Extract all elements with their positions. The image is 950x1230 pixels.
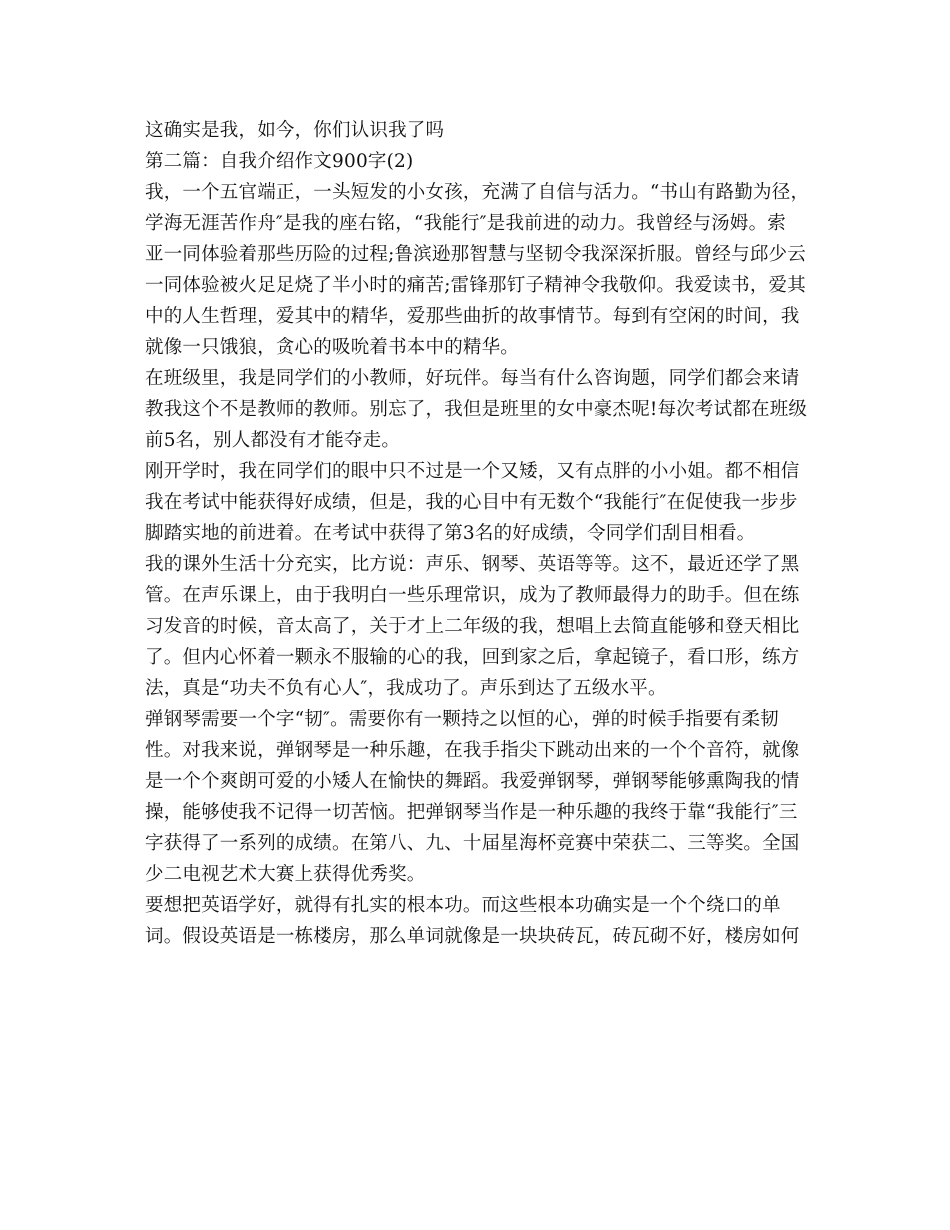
text-line: 教我这个不是教师的教师。别忘了，我但是班里的女中豪杰呢!每次考试都在班级 xyxy=(145,399,808,420)
text-line: 少二电视艺术大赛上获得优秀奖。 xyxy=(145,864,426,885)
text-line: 脚踏实地的前进着。在考试中获得了第3名的好成绩，令同学们刮目相看。 xyxy=(145,523,756,544)
text-line: 法，真是“功夫不负有心人″，我成功了。声乐到达了五级水平。 xyxy=(145,678,667,699)
text-line: 就像一只饿狼，贪心的吸吮着书本中的精华。 xyxy=(145,337,520,358)
text-line: 了。但内心怀着一颗永不服输的心的我，回到家之后，拿起镜子，看口形，练方 xyxy=(145,647,800,668)
text-line: 要想把英语学好，就得有扎实的根本功。而这些根本功确实是一个个绕口的单 xyxy=(145,895,781,916)
text-line: 这确实是我，如今，你们认识我了吗 xyxy=(145,120,445,141)
text-line: 学海无涯苦作舟″是我的座右铭，“我能行″是我前进的动力。我曾经与汤姆。索 xyxy=(145,213,786,234)
text-line: 弹钢琴需要一个字“韧″。需要你有一颗持之以恒的心，弹的时候手指要有柔韧 xyxy=(145,709,779,730)
text-line: 前5名，别人都没有才能夺走。 xyxy=(145,430,401,451)
text-line: 亚一同体验着那些历险的过程;鲁滨逊那智慧与坚韧令我深深折服。曾经与邱少云 xyxy=(145,244,806,265)
text-line: 刚开学时，我在同学们的眼中只不过是一个又矮，又有点胖的小小姐。都不相信 xyxy=(145,461,800,482)
text-line: 字获得了一系列的成绩。在第八、九、十届星海杯竞赛中荣获二、三等奖。全国 xyxy=(145,833,800,854)
text-line: 性。对我来说，弹钢琴是一种乐趣，在我手指尖下跳动出来的一个个音符，就像 xyxy=(145,740,800,761)
text-line: 中的人生哲理，爱其中的精华，爱那些曲折的故事情节。每到有空闲的时间，我 xyxy=(145,306,800,327)
text-line: 我的课外生活十分充实，比方说：声乐、钢琴、英语等等。这不，最近还学了黑 xyxy=(145,554,800,575)
text-line: 习发音的时候，音太高了，关于才上二年级的我，想唱上去简直能够和登天相比 xyxy=(145,616,800,637)
text-line: 在班级里，我是同学们的小教师，好玩伴。每当有什么咨询题，同学们都会来请 xyxy=(145,368,800,389)
text-line: 我，一个五官端正，一头短发的小女孩，充满了自信与活力。“书山有路勤为径， xyxy=(145,182,810,203)
document-body xyxy=(145,115,815,952)
section-heading: 第二篇：自我介绍作文900字(2) xyxy=(145,151,414,172)
text-line: 管。在声乐课上，由于我明白一些乐理常识，成为了教师最得力的助手。但在练 xyxy=(145,585,800,606)
text-line: 操，能够使我不记得一切苦恼。把弹钢琴当作是一种乐趣的我终于靠“我能行″三 xyxy=(145,802,798,823)
text-line: 一同体验被火足足烧了半小时的痛苦;雷锋那钉子精神令我敬仰。我爱读书，爱其 xyxy=(145,275,806,296)
text-line: 我在考试中能获得好成绩，但是，我的心目中有无数个“我能行″在促使我一步步 xyxy=(145,492,798,513)
text-line: 是一个个爽朗可爱的小矮人在愉快的舞蹈。我爱弹钢琴，弹钢琴能够熏陶我的情 xyxy=(145,771,800,792)
text-line: 词。假设英语是一栋楼房，那么单词就像是一块块砖瓦，砖瓦砌不好，楼房如何 xyxy=(145,926,800,947)
